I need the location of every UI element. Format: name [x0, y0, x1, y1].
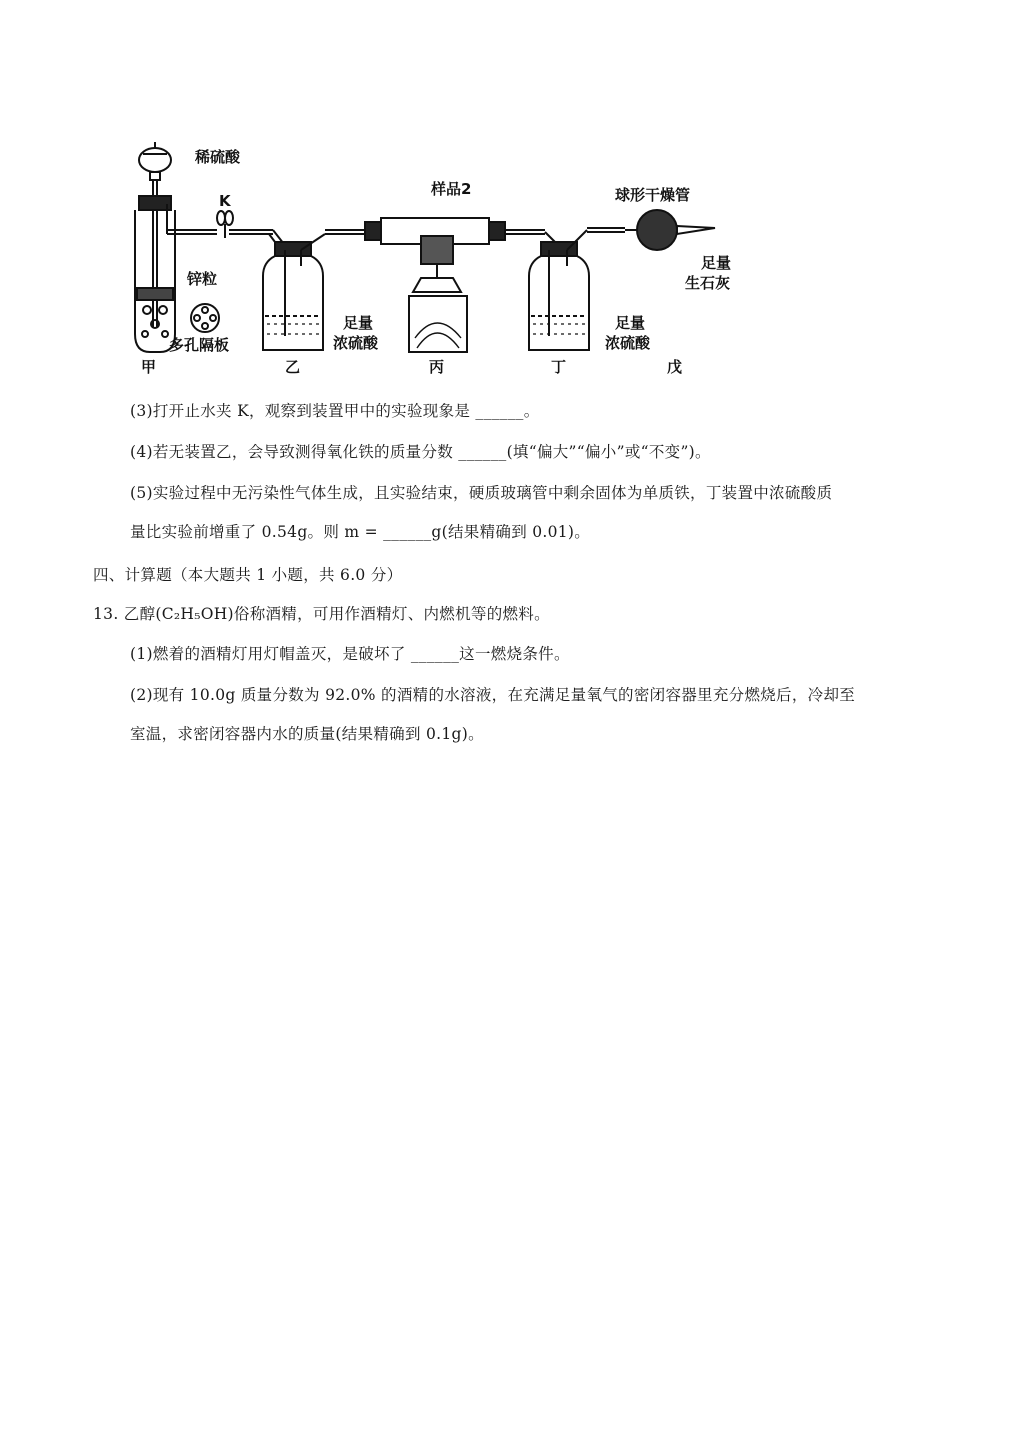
label-dilute-acid: 稀硫酸 [195, 148, 241, 166]
question-5-line1: (5)实验过程中无污染性气体生成，且实验结束，硬质玻璃管中剩余固体为单质铁，丁装置中浓硫酸质 [130, 484, 833, 502]
question-13-1: (1)燃着的酒精灯用灯帽盖灭，是破坏了 ______这一燃烧条件。 [130, 645, 570, 663]
label-acid-name-2: 浓硫酸 [605, 334, 651, 352]
device-name: 乙 [285, 358, 301, 376]
label-zinc: 锌粒 [187, 270, 218, 288]
device-yi [263, 234, 325, 350]
label-porous-plate: 多孔隔板 [169, 336, 230, 354]
device-jia [135, 142, 219, 352]
question-3: (3)打开止水夹 K，观察到装置甲中的实验现象是 ______。 [130, 402, 540, 420]
label-acid-amount-1: 足量 [343, 314, 374, 332]
device-name: 丁 [551, 358, 567, 376]
label-drying-tube: 球形干燥管 [615, 186, 691, 204]
label-lime-amount: 足量 [701, 254, 732, 272]
section-heading: 四、计算题（本大题共 1 小题，共 6.0 分） [93, 566, 403, 584]
question-13-2-line2: 室温，求密闭容器内水的质量(结果精确到 0.1g)。 [130, 725, 484, 743]
label-clamp: K [219, 192, 231, 210]
label-acid-amount-2: 足量 [615, 314, 646, 332]
device-name: 甲 [141, 358, 157, 376]
device-ding [529, 230, 589, 350]
device-name: 戊 [667, 358, 683, 376]
device-wu [625, 210, 715, 250]
device-bing [365, 218, 505, 352]
label-acid-name-1: 浓硫酸 [333, 334, 379, 352]
question-13: 13. 乙醇(C₂H₅OH)俗称酒精，可用作酒精灯、内燃机等的燃料。 [93, 605, 550, 623]
question-13-2-line1: (2)现有 10.0g 质量分数为 92.0% 的酒精的水溶液，在充满足量氧气的密闭容器里充分燃烧后，冷却至 [130, 686, 856, 704]
question-5-line2: 量比实验前增重了 0.54g。则 m = ______g(结果精确到 0.01)。 [130, 523, 591, 541]
device-name: 丙 [429, 358, 445, 376]
label-sample: 样品2 [431, 180, 472, 198]
question-4: (4)若无装置乙，会导致测得氧化铁的质量分数 ______(填“偏大”“偏小”或“不变”)。 [130, 443, 711, 461]
label-lime-name: 生石灰 [685, 274, 731, 292]
experiment-apparatus-diagram [125, 138, 765, 378]
